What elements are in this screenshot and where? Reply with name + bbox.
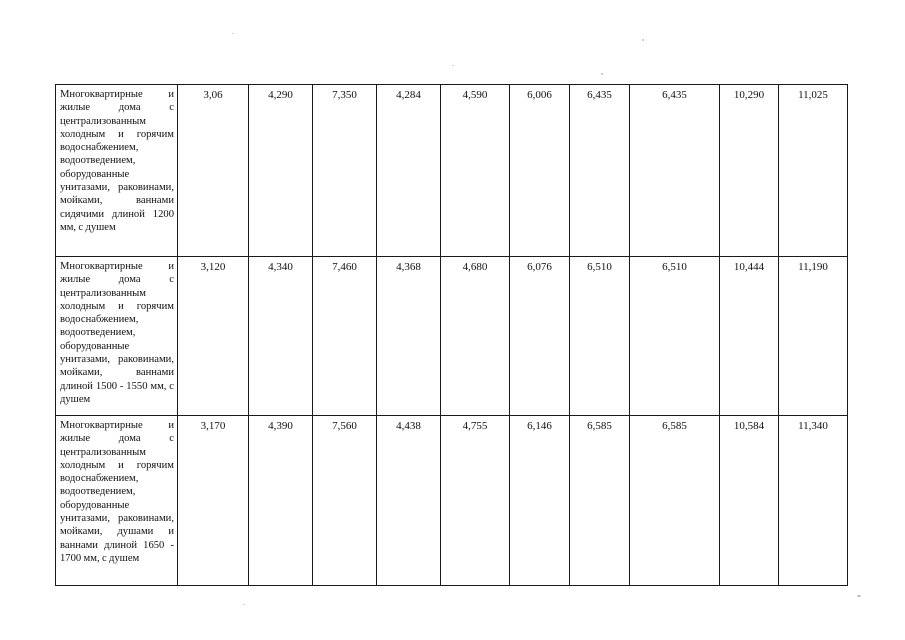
table-cell: 11,340 [779,416,848,586]
row-description: Многоквартирные и жилые дома с централизованным холодным и горячим водоснабжением, водоотведением, оборудованные унитазами, раковинами, мойками, ваннами длиной 1500 - 1550 мм, с душем [56,257,178,416]
table-cell: 10,290 [720,85,779,257]
table-cell: 7,460 [313,257,377,416]
consumption-norms-table [55,84,848,586]
table-cell: 6,146 [510,416,570,586]
table-cell: 6,435 [570,85,630,257]
table-row [56,416,848,586]
scan-speck [243,604,245,605]
row-description: Многоквартирные и жилые дома с централизованным холодным и горячим водоснабжением, водоотведением, оборудованные унитазами, раковинами, мойками, душами и ваннами длиной 1650 - 1700 мм, с душем [56,416,178,586]
table-cell: 3,170 [178,416,249,586]
table-cell: 4,755 [441,416,510,586]
table-cell: 6,435 [630,85,720,257]
table-cell: 3,120 [178,257,249,416]
scan-speck [452,65,454,66]
table-row [56,85,848,257]
scan-speck [642,39,644,41]
table-cell: 6,076 [510,257,570,416]
table-row [56,257,848,416]
table-cell: 11,025 [779,85,848,257]
table-cell: 6,510 [630,257,720,416]
scan-speck [601,73,603,75]
table-cell: 3,06 [178,85,249,257]
table-cell: 4,290 [249,85,313,257]
table-cell: 7,560 [313,416,377,586]
table-cell: 4,438 [377,416,441,586]
table-cell: 4,390 [249,416,313,586]
table-cell: 11,190 [779,257,848,416]
table-cell: 6,510 [570,257,630,416]
table-cell: 6,585 [570,416,630,586]
table-cell: 6,006 [510,85,570,257]
table-cell: 4,680 [441,257,510,416]
scan-speck [857,595,861,597]
row-description: Многоквартирные и жилые дома с централизованным холодным и горячим водоснабжением, водоотведением, оборудованные унитазами, раковинами, мойками, ваннами сидячими длиной 1200 мм, с душем [56,85,178,257]
table-cell: 4,340 [249,257,313,416]
table-cell: 7,350 [313,85,377,257]
table-cell: 4,590 [441,85,510,257]
table-cell: 10,444 [720,257,779,416]
scan-speck [232,33,234,34]
table-cell: 6,585 [630,416,720,586]
table-cell: 4,284 [377,85,441,257]
table-cell: 10,584 [720,416,779,586]
table-cell: 4,368 [377,257,441,416]
